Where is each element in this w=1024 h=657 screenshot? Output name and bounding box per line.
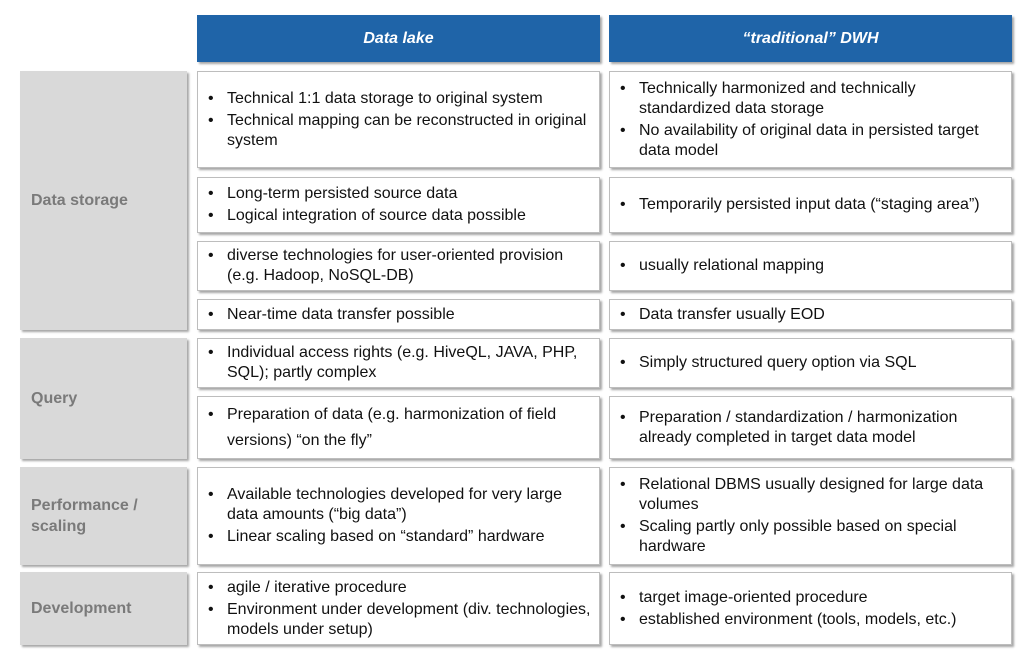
category-performance-scaling <box>20 467 187 565</box>
bullet-list <box>610 406 1003 450</box>
header-data-lake <box>197 15 600 62</box>
bullet-list <box>198 303 591 327</box>
bullet-item: • diverse technologies for user-oriented provision (e.g. Hadoop, NoSQL-DB) <box>198 246 591 286</box>
bullet-list <box>198 87 591 153</box>
bullet-item: • Near-time data transfer possible <box>198 305 591 325</box>
bullet-item: • Temporarily persisted input data (“staging area”) <box>610 195 1003 215</box>
cell-dwh-5 <box>609 396 1012 459</box>
cell-lake-4 <box>197 338 600 388</box>
bullet-item: • established environment (tools, models, etc.) <box>610 610 1003 630</box>
bullet-item: • usually relational mapping <box>610 256 1003 276</box>
cell-dwh-3 <box>609 299 1012 330</box>
bullet-item: • Technical 1:1 data storage to original system <box>198 89 591 109</box>
category-performance-line2: scaling <box>31 518 87 535</box>
cell-lake-0 <box>197 71 600 168</box>
bullet-item: • No availability of original data in persisted target data model <box>610 121 1003 161</box>
bullet-item: • agile / iterative procedure <box>198 578 591 598</box>
header-data-lake-label: Data lake <box>363 29 434 47</box>
header-dwh-label: “traditional” DWH <box>742 29 879 47</box>
bullet-item: • Preparation of data (e.g. harmonization of field versions) “on the fly” <box>198 402 591 454</box>
bullet-list <box>198 400 591 456</box>
category-query <box>20 338 187 459</box>
category-development <box>20 572 187 645</box>
cell-dwh-6 <box>609 467 1012 565</box>
bullet-item: • Available technologies developed for very large data amounts (“big data”) <box>198 485 591 525</box>
bullet-list <box>198 576 591 642</box>
bullet-item: • Technical mapping can be reconstructed in original system <box>198 111 591 151</box>
bullet-item: • Individual access rights (e.g. HiveQL, JAVA, PHP, SQL); partly complex <box>198 343 591 383</box>
bullet-list <box>610 303 1003 327</box>
category-data-storage-label: Data storage <box>31 192 128 209</box>
bullet-list <box>198 244 591 288</box>
bullet-item: • Linear scaling based on “standard” hardware <box>198 527 591 547</box>
bullet-list <box>610 351 1003 375</box>
category-performance-line1: Performance / <box>31 497 138 514</box>
bullet-list <box>610 473 1003 559</box>
bullet-item: • Data transfer usually EOD <box>610 305 1003 325</box>
category-development-label: Development <box>31 600 132 617</box>
cell-dwh-1 <box>609 177 1012 233</box>
bullet-list <box>610 193 1003 217</box>
bullet-item: • Logical integration of source data possible <box>198 206 591 226</box>
cell-lake-3 <box>197 299 600 330</box>
cell-dwh-7 <box>609 572 1012 645</box>
bullet-list <box>198 483 591 549</box>
category-query-label: Query <box>31 390 78 407</box>
cell-lake-7 <box>197 572 600 645</box>
bullet-item: • Environment under development (div. technologies, models under setup) <box>198 600 591 640</box>
bullet-item: • target image-oriented procedure <box>610 588 1003 608</box>
bullet-item: • Preparation / standardization / harmonization already completed in target data model <box>610 408 1003 448</box>
cell-lake-6 <box>197 467 600 565</box>
bullet-item: • Relational DBMS usually designed for large data volumes <box>610 475 1003 515</box>
bullet-item: • Scaling partly only possible based on special hardware <box>610 517 1003 557</box>
cell-dwh-2 <box>609 241 1012 291</box>
cell-lake-1 <box>197 177 600 233</box>
cell-dwh-0 <box>609 71 1012 168</box>
cell-lake-5 <box>197 396 600 459</box>
cell-dwh-4 <box>609 338 1012 388</box>
bullet-list <box>198 341 591 385</box>
bullet-list <box>198 182 591 228</box>
bullet-item: • Simply structured query option via SQL <box>610 353 1003 373</box>
bullet-list <box>610 586 1003 632</box>
header-dwh <box>609 15 1012 62</box>
cell-lake-2 <box>197 241 600 291</box>
bullet-list <box>610 254 1003 278</box>
category-data-storage <box>20 71 187 330</box>
category-performance-label <box>31 495 138 537</box>
bullet-item: • Long-term persisted source data <box>198 184 591 204</box>
bullet-item: • Technically harmonized and technically standardized data storage <box>610 79 1003 119</box>
bullet-list <box>610 77 1003 163</box>
